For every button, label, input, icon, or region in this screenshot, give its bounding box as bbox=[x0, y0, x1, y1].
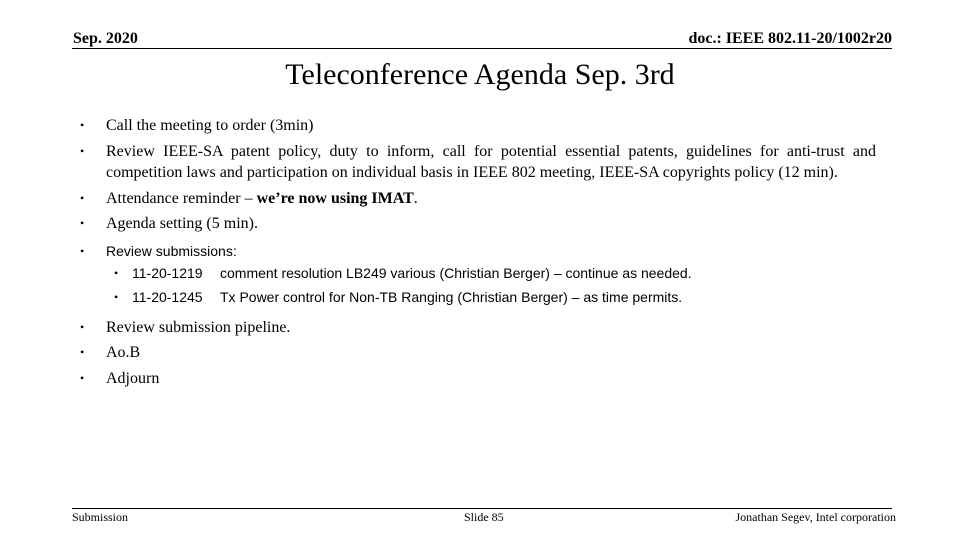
bullet: • bbox=[114, 289, 119, 304]
bullet: • bbox=[80, 345, 85, 359]
bullet: • bbox=[80, 370, 85, 385]
agenda-item-text: Agenda setting (5 min). bbox=[106, 215, 258, 232]
footer-slide-number: Slide 85 bbox=[464, 510, 504, 524]
bullet: • bbox=[80, 118, 85, 132]
agenda-item bbox=[80, 342, 876, 364]
agenda-item bbox=[80, 368, 876, 390]
agenda-item bbox=[80, 141, 876, 184]
submission-item bbox=[80, 261, 876, 285]
attendance-emphasis: we’re now using IMAT bbox=[256, 189, 414, 207]
bullet: • bbox=[80, 319, 85, 334]
submission-doc-number: 11-20-1245 bbox=[132, 288, 203, 305]
header-rule bbox=[72, 48, 892, 49]
footer-author: Jonathan Segev, Intel corporation bbox=[735, 510, 896, 524]
agenda-item-review-submissions bbox=[80, 241, 876, 261]
agenda-item-text: Review submission pipeline. bbox=[106, 318, 291, 336]
bullet: • bbox=[114, 265, 119, 280]
agenda-item bbox=[80, 317, 876, 339]
review-submissions-label: Review submissions: bbox=[106, 242, 237, 259]
agenda-item-attendance bbox=[80, 188, 876, 210]
agenda-body bbox=[80, 115, 876, 389]
bullet: • bbox=[80, 243, 85, 258]
footer-submission: Submission bbox=[72, 510, 129, 524]
slide-title: Teleconference Agenda Sep. 3rd bbox=[285, 58, 675, 91]
submission-description: Tx Power control for Non-TB Ranging (Christian Berger) – as time permits. bbox=[220, 288, 683, 305]
agenda-item-text: Ao.B bbox=[106, 344, 141, 361]
header-doc-id: doc.: IEEE 802.11-20/1002r20 bbox=[688, 30, 892, 47]
agenda-item-text: Adjourn bbox=[106, 369, 160, 387]
agenda-item bbox=[80, 115, 876, 137]
attendance-prefix: Attendance reminder – bbox=[106, 189, 257, 207]
bullet: • bbox=[80, 216, 85, 230]
bullet: • bbox=[80, 143, 85, 158]
attendance-suffix: . bbox=[413, 189, 418, 207]
submission-description: comment resolution LB249 various (Christian Berger) – continue as needed. bbox=[220, 264, 692, 281]
submission-doc-number: 11-20-1219 bbox=[132, 264, 203, 281]
agenda-item-text: Call the meeting to order (3min) bbox=[106, 117, 314, 134]
agenda-item bbox=[80, 213, 876, 235]
bullet: • bbox=[80, 190, 85, 205]
footer-rule bbox=[72, 508, 892, 509]
header-date: Sep. 2020 bbox=[73, 30, 138, 47]
agenda-item-text: Review IEEE-SA patent policy, duty to inform, call for potential essential patents, guidelines for anti-trust and competition laws and participation on individual basis in IEEE 802 meeting, IEEE-SA copyrights policy (12 min). bbox=[106, 142, 876, 181]
submission-item bbox=[80, 285, 876, 309]
